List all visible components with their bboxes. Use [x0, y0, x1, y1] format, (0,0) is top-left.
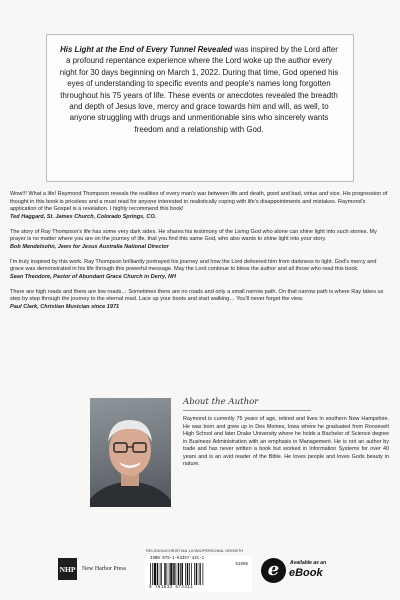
testimonials [10, 191, 391, 318]
testimonial-author: Ted Haggard, St. James Church, Colorado Springs, CO. [10, 213, 157, 220]
testimonial-author: Paul Clark, Christian Musician since 1971 [10, 303, 120, 310]
testimonial-author: Sean Theodore, Pastor of Abundant Grace Church in Derry, NH [10, 273, 177, 280]
intro-body: was inspired by the Lord after a profound repentance experience where the Lord woke up the author every night for 30 days beginning on March 1, 2022. During that time, God opened his eyes of understanding to specific events and people's names long forgotten throughout his 75 years of life. These events or anecdotes revealed the breadth and depth of Jesus love, mercy and grace towards him and will, as well, to anyone struggling with drugs and unmentionable sins who sincerely wants freedom and a relationship with God. [59, 45, 339, 134]
ebook-badge [261, 558, 341, 584]
book-category: RELIGION/CHRISTIAN LIVING/PERSONAL GROWTH [146, 549, 244, 553]
publisher-logo [58, 558, 126, 580]
book-title: His Light at the End of Every Tunnel Revealed [60, 45, 233, 54]
testimonial [10, 259, 391, 282]
testimonial-author: Bob Mendelsohn, Jews for Jesus Australia National Director [10, 243, 169, 250]
heading-divider [183, 410, 311, 411]
publisher-name: New Harbor Press [82, 566, 126, 572]
barcode-digits: 9 781633 574311 [149, 585, 194, 590]
ebook-available-text: Available as an [290, 560, 327, 566]
ebook-e-icon: e [261, 558, 286, 583]
barcode-bars [148, 563, 226, 585]
testimonial [10, 191, 391, 221]
isbn: ISBN 978-1-63357-431-1 [150, 557, 205, 561]
author-bio: Raymond is currently 75 years of age, retired and lives in southern New Hampshire. He was born and grew up in Des Moines, Iowa where he graduated from Roosevelt High School and later Drake University where he holds a Bachelor of Science degree in Business Administration with an emphasis in Management. He is not an author by trade and has never written a book but worked in Information Systems for over 40 years and is an avid reader of the Bible. He loves people and loves Gods beauty in nature. [183, 416, 389, 467]
testimonial-text: The story of Ray Thompson's life has some very dark sides. He shares his testimony of the Living God who alone can shine light into such stories. My prayer is no matter where you are on the journey of life, that you find this same God, who also wants to shine light into your story. [10, 228, 377, 243]
publisher-logo-mark: NHP [58, 558, 77, 580]
testimonial-text: There are high roads and there are low roads… Sometimes there are no roads and only a small narrow path. On that narrow path is where Ray takes us step by step through the journey to the eternal road. Lace up your boots and start walking… You'll never forget the view. [10, 288, 384, 303]
testimonial [10, 229, 391, 252]
author-photo [90, 398, 171, 507]
price-code: 51695 [235, 563, 248, 567]
testimonial [10, 289, 391, 312]
ebook-label: eBook [289, 567, 323, 579]
about-author-heading: About the Author [183, 397, 259, 407]
intro-blurb [58, 44, 340, 135]
testimonial-text: Wow!!! What a life! Raymond Thompson reveals the realities of every man's war between life and death, good and bad, virtue and vice. His progression of thought in this book is priceless and a must read for anyone interested in realistically coping with life's disappointments and mistakes. Raymond's application of the Gospel is a revelation. I highly recommend this book! [10, 191, 388, 213]
barcode [145, 556, 252, 592]
testimonial-text: I'm truly inspired by this work. Ray Thompson brilliantly portrayed his journey and how the Lord delivered him from darkness to light. God's mercy and grace was demonstrated in his life through this powerful message. May the Lord continue to bless the author and all those who read this book. [10, 258, 377, 273]
